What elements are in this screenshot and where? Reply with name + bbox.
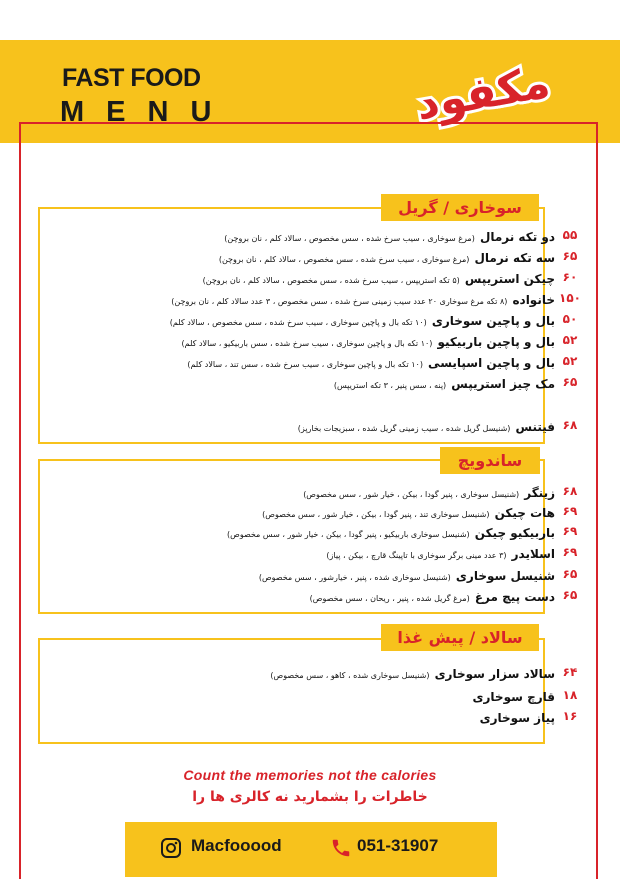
item-desc: (مرغ سوخاری ، سیب سرخ شده ، سس مخصوص ، سالاد کلم ، نان بروچن)	[218, 255, 470, 264]
menu-item-row	[40, 502, 555, 522]
item-desc: (۱۰ تکه بال و پاچین سوخاری ، سیب سرخ شده ، سس تند ، سالاد کلم)	[187, 360, 423, 369]
item-price: ۶۸	[562, 418, 578, 432]
item-name: بال و پاچین سوخاری	[431, 314, 555, 328]
item-desc: (۵ تکه استریپس ، سیب سرخ شده ، سس مخصوص ، سالاد کلم ، نان بروچن)	[202, 276, 460, 285]
menu-item-row	[40, 522, 555, 542]
phone-icon[interactable]	[330, 837, 352, 859]
logo-text: مکفود	[412, 56, 554, 131]
item-name: فیتنس	[515, 420, 555, 434]
item-price: ۱۸	[562, 688, 578, 702]
item-desc: (مرغ سوخاری ، سیب سرخ شده ، سس مخصوص ، سالاد کلم ، نان بروچن)	[224, 234, 475, 243]
menu-item-row	[40, 310, 555, 330]
item-price: ۱۶	[562, 709, 578, 723]
section-title-sandwich: ساندویچ	[440, 447, 540, 474]
instagram-icon[interactable]	[160, 837, 182, 859]
item-price: ۶۸	[562, 484, 578, 498]
fast-food-title: FAST FOOD	[62, 64, 201, 92]
menu-item-row	[40, 663, 555, 683]
item-price: ۵۲	[562, 354, 578, 368]
item-price: ۶۵	[562, 249, 578, 263]
item-name: بال و پاچین اسپایسی	[428, 356, 555, 370]
item-price: ۶۵	[562, 567, 578, 581]
item-desc: (شنیسل سوخاری شده ، پنیر ، خیارشور ، سس مخصوص)	[258, 573, 451, 582]
item-name: دست پیچ مرغ	[474, 590, 555, 604]
item-name: سه تکه نرمال	[474, 251, 555, 265]
item-desc: (شنیسل سوخاری باربیکیو ، پنیر گودا ، بیکن ، خیار شور ، سس مخصوص)	[227, 530, 470, 539]
item-price: ۱۵۰	[559, 291, 581, 305]
menu-item-row	[40, 543, 555, 563]
menu-item-row	[40, 247, 555, 267]
item-price: ۶۹	[562, 545, 578, 559]
slogan-english: Count the memories not the calories	[183, 767, 437, 783]
item-price: ۶۴	[562, 665, 578, 679]
item-price: ۵۲	[562, 333, 578, 347]
item-name: اسلایدر	[511, 547, 555, 561]
brand-logo	[398, 56, 568, 132]
menu-item-row	[40, 289, 555, 309]
item-desc: (شنیسل گریل شده ، سیب زمینی گریل شده ، سبزیجات بخارپز)	[297, 424, 511, 433]
item-desc: (۸ تکه مرغ سوخاری ۲۰ عدد سیب زمینی سرخ شده ، سس مخصوص ، ۳ عدد سالاد کلم ، نان بروچن)	[171, 297, 508, 306]
menu-item-row	[40, 226, 555, 246]
menu-item-row	[40, 707, 555, 727]
menu-item-row	[40, 482, 555, 502]
item-name: سالاد سزار سوخاری	[434, 667, 555, 681]
item-desc: (مرغ گریل شده ، پنیر ، ریحان ، سس مخصوص)	[309, 594, 470, 603]
item-price: ۵۰	[562, 312, 578, 326]
menu-item-row	[40, 416, 555, 436]
menu-item-row	[40, 565, 555, 585]
item-name: زینگر	[524, 486, 555, 500]
item-name: شنیسل سوخاری	[455, 569, 555, 583]
item-name: هات چیکن	[494, 506, 555, 520]
menu-item-row	[40, 586, 555, 606]
slogan-persian: خاطرات را بشمارید نه کالری ها را	[192, 789, 428, 805]
item-name: قارچ سوخاری	[472, 690, 555, 704]
item-name: بال و پاچین باربیکیو	[437, 335, 555, 349]
item-desc: (پنه ، سس پنیر ، ۳ تکه استریپس)	[333, 381, 447, 390]
item-price: ۶۵	[562, 375, 578, 389]
item-desc: (شنیسل سوخاری تند ، پنیر گودا ، بیکن ، خیار شور ، سس مخصوص)	[262, 510, 490, 519]
item-desc: (۳ عدد مینی برگر سوخاری با تاپینگ قارچ ، بیکن ، پیاز)	[326, 551, 507, 560]
menu-item-row	[40, 686, 555, 706]
item-name: پیاز سوخاری	[479, 711, 555, 725]
menu-item-row	[40, 373, 555, 393]
item-price: ۶۵	[562, 588, 578, 602]
item-name: مک چیز استریپس	[451, 377, 555, 391]
section-title-salad: سالاد / پیش غذا	[381, 624, 539, 651]
item-name: باربیکیو چیکن	[474, 526, 555, 540]
item-price: ۶۰	[562, 270, 578, 284]
item-price: ۶۹	[562, 524, 578, 538]
menu-item-row	[40, 331, 555, 351]
phone-number[interactable]: 051-31907	[357, 836, 439, 855]
menu-title: MENU	[60, 96, 234, 128]
section-title-fried-grill: سوخاری / گریل	[381, 194, 539, 221]
menu-item-row	[40, 268, 555, 288]
instagram-handle[interactable]: Macfooood	[191, 836, 282, 855]
item-price: ۶۹	[562, 504, 578, 518]
menu-item-row	[40, 352, 555, 372]
item-desc: (۱۰ تکه بال و پاچین سوخاری ، سیب سرخ شده ، سس باربیکیو ، سالاد کلم)	[181, 339, 433, 348]
item-desc: (۱۰ تکه بال و پاچین سوخاری ، سیب سرخ شده ، سس مخصوص ، سالاد کلم)	[169, 318, 427, 327]
item-desc: (شنیسل سوخاری شده ، کاهو ، سس مخصوص)	[270, 671, 430, 680]
item-name: خانواده	[512, 293, 555, 307]
item-name: دو تکه نرمال	[479, 230, 555, 244]
item-name: چیکن استریپس	[464, 272, 555, 286]
contact-bar	[125, 822, 497, 877]
item-price: ۵۵	[562, 228, 578, 242]
item-desc: (شنیسل سوخاری ، پنیر گودا ، بیکن ، خیار شور ، سس مخصوص)	[303, 490, 520, 499]
